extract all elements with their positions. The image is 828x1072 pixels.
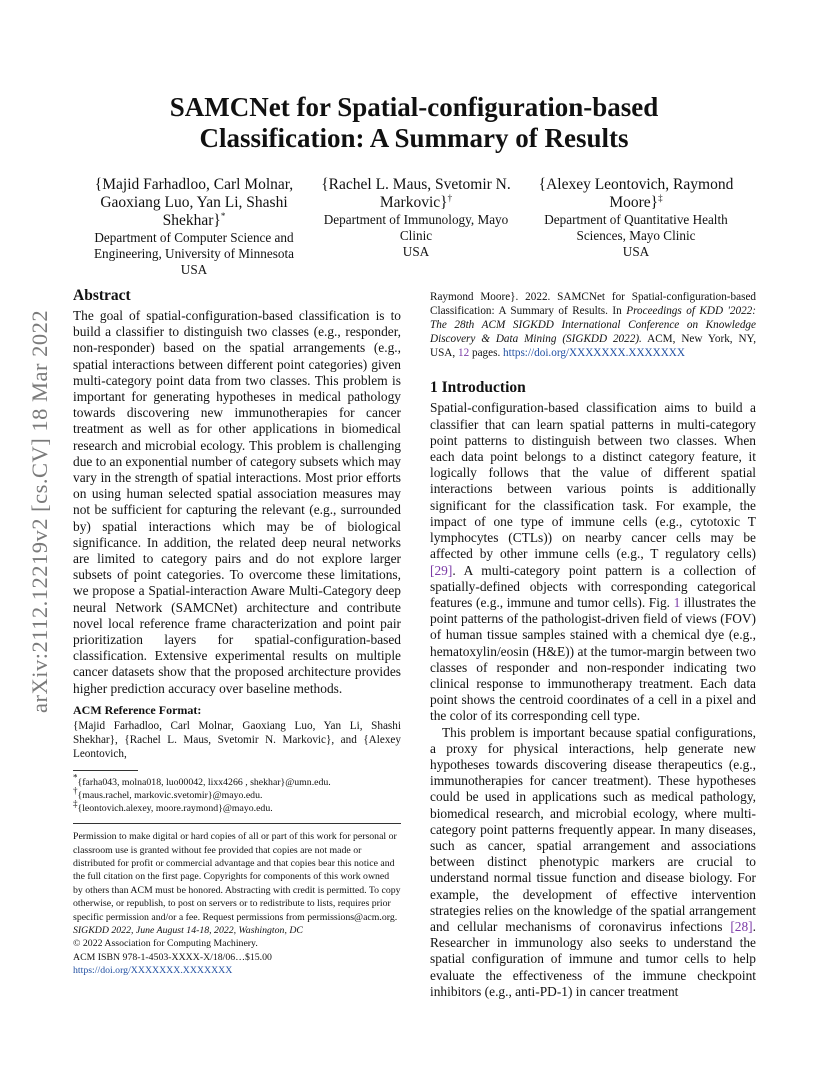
- right-column: [430, 290, 756, 1000]
- acm-reference-heading: ACM Reference Format:: [73, 702, 202, 717]
- reference-doi-link[interactable]: https://doi.org/XXXXXXX.XXXXXXX: [503, 347, 685, 360]
- introduction-heading: 1 Introduction: [430, 379, 526, 397]
- venue-line: SIGKDD 2022, June August 14-18, 2022, Washington, DC: [73, 925, 303, 936]
- footnote-2: †{maus.rachel, markovic.svetomir}@mayo.edu.: [73, 785, 263, 802]
- author-block-1: [84, 176, 304, 278]
- footnote-3: ‡{leontovich.alexey, moore.raymond}@mayo.edu.: [73, 798, 273, 815]
- author-country: USA: [180, 262, 208, 277]
- paper-title: [80, 92, 748, 154]
- isbn-line: ACM ISBN 978-1-4503-XXXX-X/18/06…$15.00: [73, 951, 272, 963]
- acm-reference-text: {Majid Farhadloo, Carl Molnar, Gaoxiang Luo, Yan Li, Shashi Shekhar}, {Rachel L. Maus, Svetomir N. Markovic}, and {Alexey Leontovich,: [73, 719, 401, 761]
- arxiv-stamp: arXiv:2112.12219v2 [cs.CV] 18 Mar 2022: [27, 309, 52, 713]
- footnote-rule: [73, 770, 138, 771]
- permission-text: Permission to make digital or hard copies of all or part of this work for personal or classroom use is granted without fee provided that copies are not made or distributed for profit or commercial advantage and that copies bear this notice and the full citation on the first page. Copyrights for components of this work owned by others than ACM must be honored. Abstracting with credit is permitted. To copy otherwise, or republish, to post on servers or to redistribute to lists, requires prior specific permission and/or a fee. Request permissions from permissions@acm.org.: [73, 831, 401, 923]
- title-line-1: SAMCNet for Spatial-configuration-based: [169, 92, 659, 122]
- acm-reference-continued: Raymond Moore}. 2022. SAMCNet for Spatial-configuration-based Classification: A Summary of Results. In Proceedings of KDD '2022: The 28th ACM SIGKDD International Conference on Knowledge Discovery & Data Mining (SIGKDD 2022). ACM, New York, NY, USA, 12 pages. https://doi.org/XXXXXXX.XXXXXXX: [430, 291, 756, 360]
- author-names: {Majid Farhadloo, Carl Molnar, Gaoxiang Luo, Yan Li, Shashi Shekhar}*: [94, 176, 294, 229]
- author-block-2: [312, 176, 520, 260]
- abstract-heading: Abstract: [73, 287, 131, 304]
- citation-28[interactable]: [28]: [730, 918, 753, 934]
- citation-29[interactable]: [29]: [430, 562, 453, 578]
- author-block-3: [526, 176, 746, 260]
- author-country: USA: [402, 244, 430, 259]
- author-names: {Alexey Leontovich, Raymond Moore}‡: [538, 176, 734, 211]
- author-names: {Rachel L. Maus, Svetomir N. Markovic}†: [321, 176, 511, 211]
- permission-doi-link[interactable]: https://doi.org/XXXXXXX.XXXXXXX: [73, 965, 233, 977]
- figure-1-ref[interactable]: 1: [673, 594, 681, 610]
- permission-rule: [73, 823, 401, 824]
- author-affiliation: Department of Computer Science and Engineering, University of Minnesota: [94, 230, 294, 261]
- intro-paragraph-1: Spatial-configuration-based classification aims to build a classifier that can learn spatial patterns in multi-category point patterns to distinguish between two classes. When each data point belongs to a distinct category feature, it logically follows that the value of different spatial interactions between various points is additionally significant for the classification task. For example, the impact of one type of immune cells (e.g., cytotoxic T lymphocytes (CTLs)) on nearby cancer cells may be affected by other immune cells (e.g., T regulatory cells) [29]. A multi-category point pattern is a collection of spatially-defined objects with corresponding categorical features (e.g., immune and tumor cells). Fig. 1 illustrates the point patterns of the pathologist-driven field of views (FOV) of human tissue samples stained with a chemical dye (e.g., hematoxylin/eosin (H&E)) at the tumor-margin between two classes of responder and non-responder indicating two clinical response to immunotherapy treatment. Each data point shows the centroid coordinates of a cell in a pixel and the color of its corresponding cell type.: [430, 400, 756, 724]
- author-country: USA: [622, 244, 650, 259]
- abstract-text: The goal of spatial-configuration-based classification is to build a classifier to distinguish two classes (e.g., responder, non-responder) based on the spatial arrangements (e.g., spatial interactions between different point categories) given multi-category point data from two classes. This problem is important for generating hypotheses in medical pathology towards discovering new immunotherapies for cancer treatment as well as for other applications in biomedical research and microbial ecology. This problem is challenging due to an exponential number of category subsets which may vary in the strength of spatial interactions. Most prior efforts on using human selected spatial association measures may not be sufficient for capturing the relevant (e.g., surrounded by) spatial interactions which may be of biological significance. In addition, the related deep neural networks are limited to category pairs and do not explore larger subsets of point categories. To overcome these limitations, we propose a Spatial-interaction Aware Multi-Category deep neural Network (SAMCNet) architecture and contribute novel local reference frame characterization and point pair prioritization layers for spatial-configuration-based classification. Extensive experimental results on multiple cancer datasets show that the proposed architecture provides higher prediction accuracy over baseline methods.: [73, 308, 401, 696]
- left-column: [73, 287, 401, 978]
- pages-link[interactable]: 12: [457, 347, 470, 360]
- intro-paragraph-2: This problem is important because spatial configurations, a proxy for physical interactions, help generate new hypotheses towards discovering disease therapeutics (e.g., immunotherapies for cancer treatment). These hypotheses could be used in applications such as medical pathology, biomedical research, and microbial ecology, where multi-category point patterns frequently appear. In many diseases, such as cancer, spatial arrangement and associations between distinct phenotypic markers are crucial to understand normal tissue function and disease biology. For example, the development of effective intervention strategies relies on the knowledge of the spatial arrangement and cellular mechanisms of coronavirus infections [28]. Researcher in immunology also seeks to understand the spatial configuration of immune and tumor cells to help evaluate the effectiveness of the immune checkpoint inhibitors (e.g., anti-PD-1) in cancer treatment: [430, 724, 756, 999]
- author-affiliation: Department of Immunology, Mayo Clinic: [323, 212, 509, 243]
- footnote-1: *{farha043, molna018, luo00042, lixx4266 , shekhar}@umn.edu.: [73, 772, 331, 789]
- copyright-line: © 2022 Association for Computing Machinery.: [73, 938, 258, 950]
- title-line-2: Classification: A Summary of Results: [199, 123, 629, 153]
- author-affiliation: Department of Quantitative Health Sciences, Mayo Clinic: [544, 212, 728, 243]
